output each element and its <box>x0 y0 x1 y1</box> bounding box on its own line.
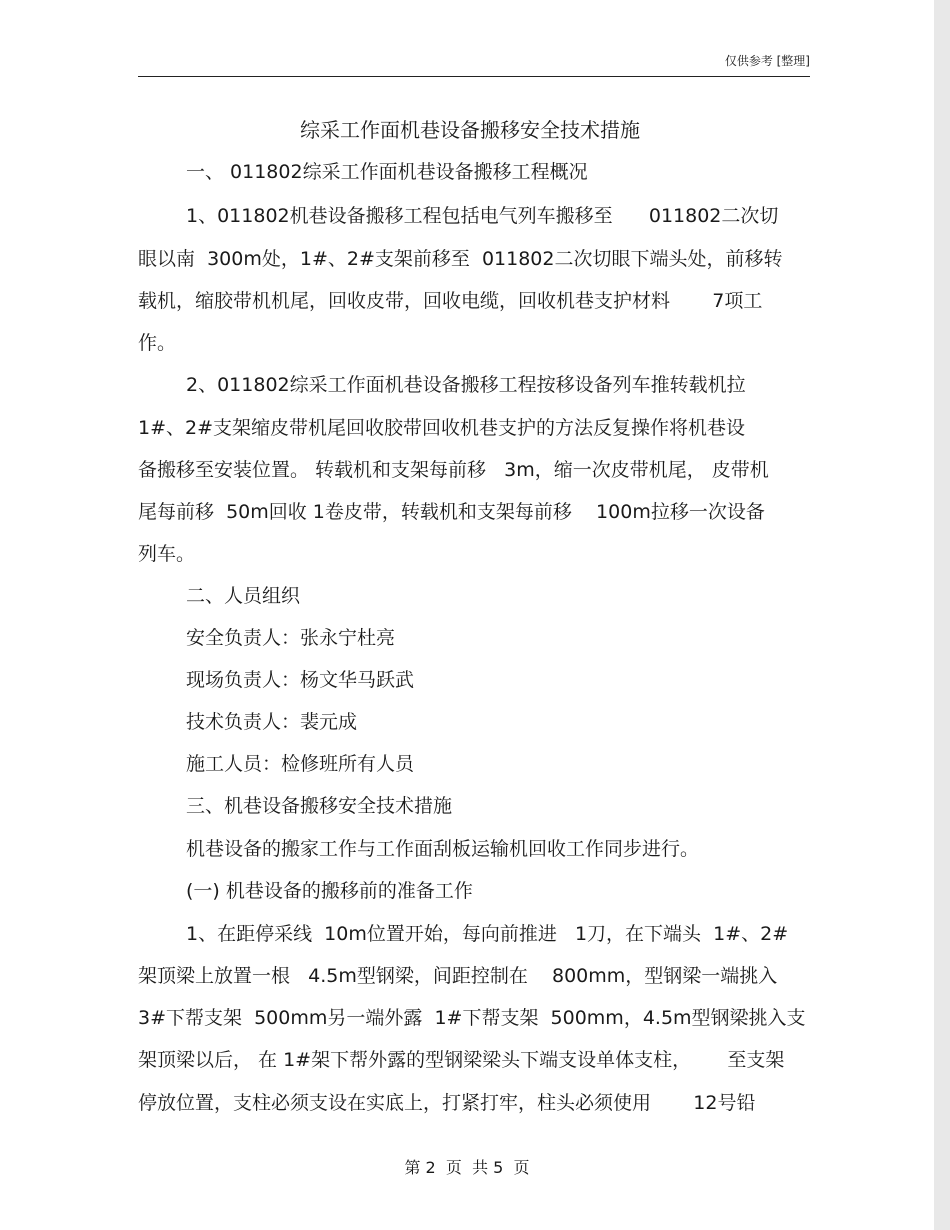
paragraph-line: 尾每前移 50m回收 1卷皮带，转载机和支架每前移 100m拉移一次设备 <box>138 501 765 523</box>
paragraph-line: 安全负责人：张永宁杜亮 <box>186 627 396 649</box>
paragraph-line: 载机，缩胶带机机尾，回收皮带，回收电缆，回收机巷支护材料 7项工 <box>138 290 763 312</box>
header-note: 仅供参考 [整理] <box>724 54 810 68</box>
paragraph-line: 眼以南 300m处，1#、2#支架前移至 011802二次切眼下端头处，前移转 <box>138 248 783 270</box>
paragraph-line: 1、011802机巷设备搬移工程包括电气列车搬移至 011802二次切 <box>186 205 779 227</box>
paragraph-line: 架顶梁上放置一根 4.5m型钢梁，间距控制在 800mm，型钢梁一端挑入 <box>138 965 778 987</box>
paragraph-line: 3#下帮支架 500mm另一端外露 1#下帮支架 500mm，4.5m型钢梁挑入支 <box>138 1007 806 1029</box>
section-heading: 三、机巷设备搬移安全技术措施 <box>186 795 453 817</box>
paragraph-line: 架顶梁以后， 在 1#架下帮外露的型钢梁梁头下端支设单体支柱， 至支架 <box>138 1049 785 1071</box>
paragraph-line: 作。 <box>138 332 177 354</box>
paragraph-line: 技术负责人：裴元成 <box>186 711 358 733</box>
document-title: 综采工作面机巷设备搬移安全技术措施 <box>300 118 640 142</box>
subsection-heading: (一) 机巷设备的搬移前的准备工作 <box>186 880 473 902</box>
paragraph-line: 1、在距停采线 10m位置开始，每向前推进 1刀，在下端头 1#、2# <box>186 923 789 945</box>
paragraph-line: 停放位置，支柱必须支设在实底上，打紧打牢，柱头必须使用 12号铅 <box>138 1092 756 1114</box>
paragraph-line: 列车。 <box>138 543 196 565</box>
paragraph-line: 现场负责人：杨文华马跃武 <box>186 669 415 691</box>
section-heading: 一、 011802综采工作面机巷设备搬移工程概况 <box>186 161 588 183</box>
paragraph-line: 机巷设备的搬家工作与工作面刮板运输机回收工作同步进行。 <box>186 838 700 860</box>
paragraph-line: 施工人员：检修班所有人员 <box>186 753 415 775</box>
header-divider <box>138 76 810 77</box>
paragraph-line: 2、011802综采工作面机巷设备搬移工程按移设备列车推转载机拉 <box>186 374 746 396</box>
paragraph-line: 1#、2#支架缩皮带机尾回收胶带回收机巷支护的方法反复操作将机巷设 <box>138 417 746 439</box>
page-number: 第 2 页 共 5 页 <box>404 1158 530 1177</box>
paragraph-line: 备搬移至安装位置。 转载机和支架每前移 3m，缩一次皮带机尾， 皮带机 <box>138 459 769 481</box>
section-heading: 二、人员组织 <box>186 585 301 607</box>
